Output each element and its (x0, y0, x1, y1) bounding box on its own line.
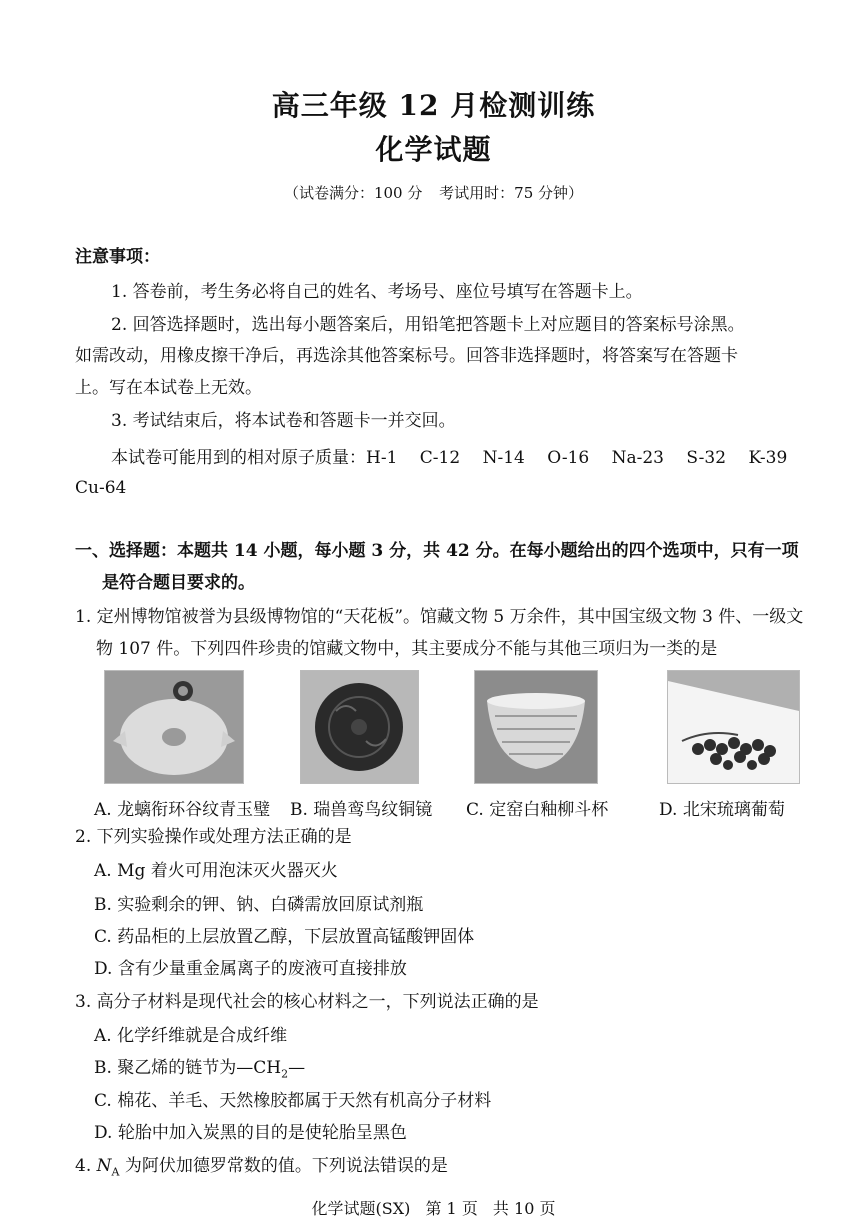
q3-option-a: A. 化学纤维就是合成纤维 (94, 1026, 288, 1046)
atomic-mass-item: O-16 (547, 448, 590, 468)
bronze-mirror-photo (300, 670, 419, 784)
q2-option-b: B. 实验剩余的钾、钠、白磷需放回原试剂瓶 (94, 895, 424, 915)
q1-option-d: D. 北宋琉璃葡萄 (659, 800, 785, 820)
q3-option-c: C. 棉花、羊毛、天然橡胶都属于天然有机高分子材料 (94, 1091, 492, 1111)
white-glaze-cup-photo (474, 670, 598, 784)
jade-bi-photo (104, 670, 244, 784)
q4-number: 4. (75, 1156, 92, 1176)
q4-stem (75, 1156, 448, 1182)
q3-option-b-suffix: — (288, 1058, 306, 1078)
q3-option-b (94, 1058, 305, 1084)
atomic-mass-item: C-12 (419, 448, 461, 468)
section-heading-line1: 一、选择题：本题共 14 小题，每小题 3 分，共 42 分。在每小题给出的四个选项中，只有一项 (75, 541, 799, 561)
q3-option-b-text: B. 聚乙烯的链节为—CH (94, 1058, 282, 1078)
atomic-mass-wrap: Cu-64 (75, 478, 127, 498)
q3-option-d: D. 轮胎中加入炭黑的目的是使轮胎呈黑色 (94, 1123, 407, 1143)
q1-option-a: A. 龙螭衔环谷纹青玉璧 (94, 800, 271, 820)
footer-page-number: 第 1 页 (425, 1199, 478, 1218)
notice-item-2-line1: 2. 回答选择题时，选出每小题答案后，用铅笔把答题卡上对应题目的答案标号涂黑。 (111, 315, 745, 335)
q1-stem-line1: 1. 定州博物馆被誉为县级博物馆的“天花板”。馆藏文物 5 万余件，其中国宝级文物 3 件、一级文 (75, 607, 804, 627)
atomic-mass-item: Na-23 (611, 448, 664, 468)
subscript: A (111, 1165, 120, 1179)
atomic-mass-item: K-39 (748, 448, 788, 468)
q1-option-c: C. 定窑白釉柳斗杯 (466, 800, 609, 820)
q4-stem-text: 为阿伏加德罗常数的值。下列说法错误的是 (119, 1156, 448, 1176)
exam-title: 高三年级 12 月检测训练 (271, 89, 596, 122)
atomic-mass-item: N-14 (482, 448, 525, 468)
atomic-mass-item: S-32 (686, 448, 727, 468)
notice-item-3: 3. 考试结束后，将本试卷和答题卡一并交回。 (111, 411, 456, 431)
exam-info (0, 182, 867, 203)
atomic-mass-line (111, 443, 804, 468)
q4-symbol: N (96, 1156, 112, 1176)
exam-subject: 化学试题 (375, 133, 492, 166)
notice-heading: 注意事项： (75, 247, 160, 267)
subscript: 2 (281, 1067, 289, 1081)
atomic-mass-label: 本试卷可能用到的相对原子质量：H-1 (111, 448, 398, 468)
section-heading-line2: 是符合题目要求的。 (102, 573, 255, 593)
footer-paper-name: 化学试题(SX) (311, 1199, 411, 1218)
notice-item-1: 1. 答卷前，考生务必将自己的姓名、考场号、座位号填写在答题卡上。 (111, 282, 643, 302)
notice-item-2-line3: 上。写在本试卷上无效。 (75, 378, 262, 398)
q1-option-b: B. 瑞兽鸾鸟纹铜镜 (290, 800, 433, 820)
notice-item-2-line2: 如需改动，用橡皮擦干净后，再选涂其他答案标号。回答非选择题时，将答案写在答题卡 (75, 346, 738, 366)
q2-stem: 2. 下列实验操作或处理方法正确的是 (75, 827, 352, 847)
q3-stem: 3. 高分子材料是现代社会的核心材料之一，下列说法正确的是 (75, 992, 539, 1012)
q2-option-d: D. 含有少量重金属离子的废液可直接排放 (94, 959, 407, 979)
glass-grapes-photo (667, 670, 800, 784)
q2-option-a: A. Mg 着火可用泡沫灭火器灭火 (94, 861, 338, 881)
q1-stem-line2: 物 107 件。下列四件珍贵的馆藏文物中，其主要成分不能与其他三项归为一类的是 (96, 639, 718, 659)
footer-total-pages: 共 10 页 (492, 1199, 556, 1218)
exam-time-info: 考试用时：75 分钟） (439, 184, 584, 202)
exam-score-info: （试卷满分：100 分 (283, 184, 423, 202)
q2-option-c: C. 药品柜的上层放置乙醇，下层放置高锰酸钾固体 (94, 927, 475, 947)
page-footer (0, 1196, 867, 1219)
